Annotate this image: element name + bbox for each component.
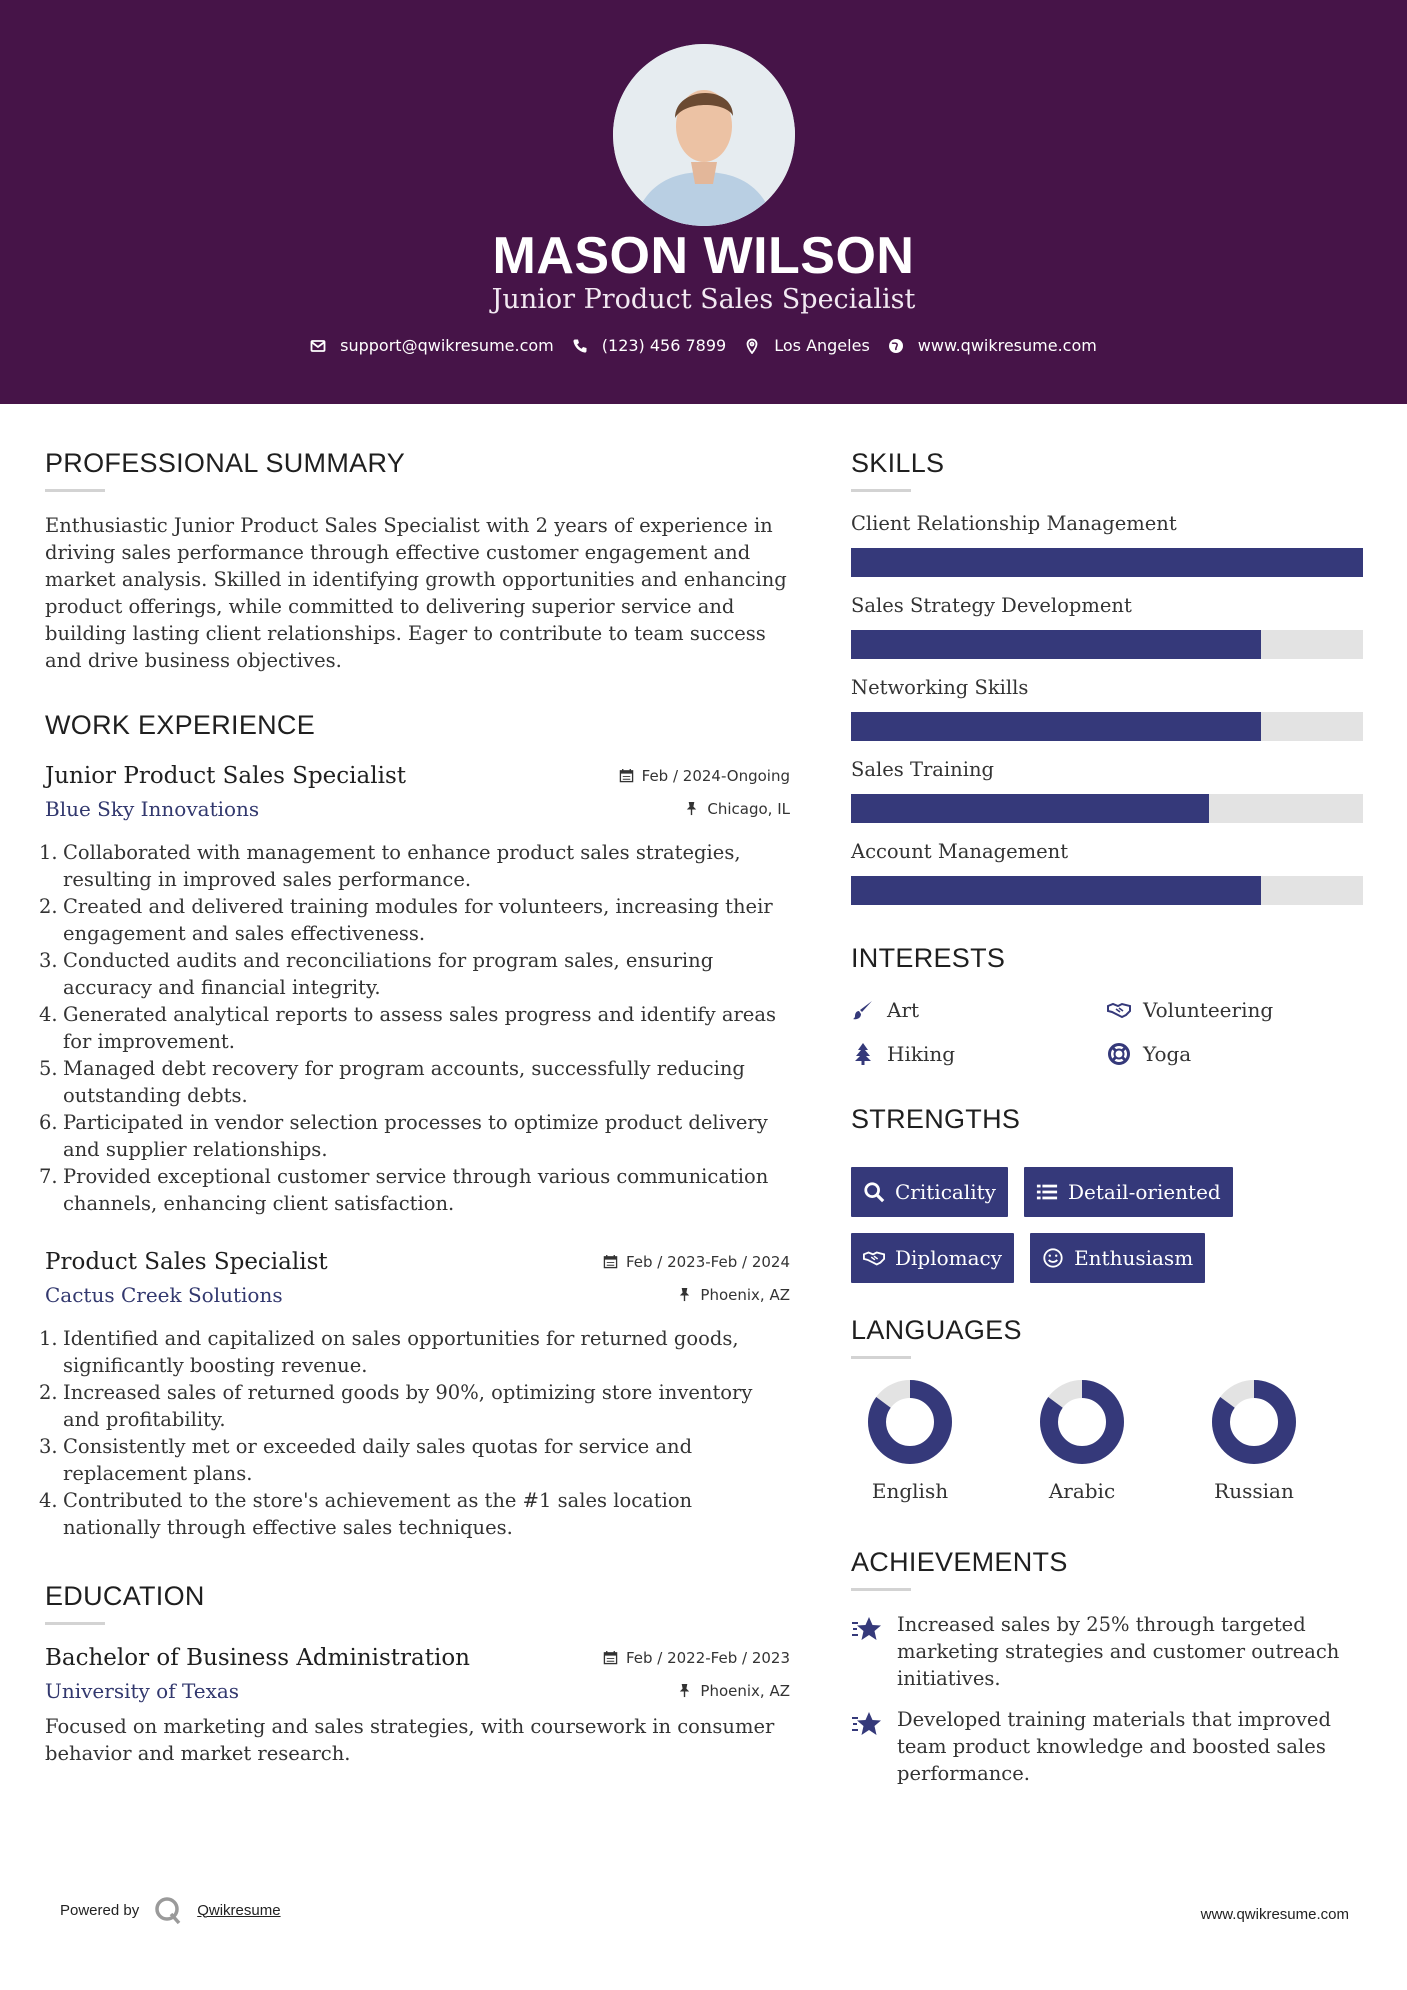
interest-item <box>851 998 1107 1022</box>
list-item: Conducted audits and reconciliations for program sales, ensuring accuracy and financial integrity. <box>63 949 714 999</box>
brand-link[interactable]: Qwikresume <box>197 1901 281 1919</box>
language-donut <box>1039 1379 1125 1465</box>
job-location-text: Phoenix, AZ <box>700 1285 790 1304</box>
company-name: Blue Sky Innovations <box>45 797 260 821</box>
education-location-text: Phoenix, AZ <box>700 1681 790 1700</box>
education-location <box>677 1682 790 1700</box>
skill-label: Account Management <box>851 840 1069 863</box>
contact-phone-text: (123) 456 7899 <box>601 336 727 355</box>
list-item: Managed debt recovery for program accounts, successfully reducing outstanding debts. <box>63 1057 745 1107</box>
summary-text: Enthusiastic Junior Product Sales Specialist with 2 years of experience in driving sales performance through effective customer engagement and market analysis. Skilled in identifying growth opportunities and enhancing product offerings, while committed to delivering superior service and building lasting client relationships. Eager to contribute to team success and drive business objectives. <box>45 514 787 672</box>
contact-phone[interactable] <box>572 336 726 355</box>
job-dates <box>619 767 790 785</box>
achievements-section <box>851 1547 1363 1787</box>
profile-photo <box>613 44 795 226</box>
list-item: Consistently met or exceeded daily sales quotas for service and replacement plans. <box>63 1435 693 1485</box>
skill-bar-fill <box>851 794 1209 823</box>
skill-bar-fill <box>851 876 1261 905</box>
section-divider <box>45 489 105 492</box>
contact-location-text: Los Angeles <box>774 336 870 355</box>
globe-icon <box>888 338 904 354</box>
skill-label: Client Relationship Management <box>851 512 1177 535</box>
skills-list <box>851 512 1363 905</box>
list-icon <box>1036 1181 1058 1203</box>
interest-item <box>1107 998 1363 1022</box>
left-column <box>45 404 790 1767</box>
skill-item <box>851 758 1363 823</box>
skills-title: SKILLS <box>851 448 945 478</box>
strength-label: Detail-oriented <box>1067 1180 1221 1204</box>
interest-item <box>851 1042 1107 1066</box>
interest-label: Volunteering <box>1143 998 1274 1022</box>
education-title: EDUCATION <box>45 1581 205 1611</box>
strength-chip <box>1030 1233 1205 1283</box>
tree-icon <box>851 1042 875 1066</box>
education-section <box>45 1581 790 1767</box>
smile-icon <box>1042 1247 1064 1269</box>
pushpin-icon <box>677 1683 692 1698</box>
contact-website[interactable] <box>888 336 1097 355</box>
skill-item <box>851 594 1363 659</box>
skill-bar-fill <box>851 712 1261 741</box>
section-divider <box>45 1622 105 1625</box>
language-donut <box>1211 1379 1297 1465</box>
list-item: Provided exceptional customer service through various communication channels, enhancing client satisfaction. <box>63 1165 769 1215</box>
duty-list <box>45 1325 790 1541</box>
contact-email[interactable] <box>310 336 554 355</box>
achievements-title: ACHIEVEMENTS <box>851 1547 1068 1577</box>
list-item: Generated analytical reports to assess sales progress and identify areas for improvement. <box>63 1003 776 1053</box>
job-entry <box>45 763 790 1217</box>
section-divider <box>851 1588 911 1591</box>
job-dates-text: Feb / 2024-Ongoing <box>641 766 790 785</box>
strength-chip <box>851 1233 1014 1283</box>
strength-label: Enthusiasm <box>1074 1246 1194 1270</box>
language-label: Arabic <box>1048 1479 1116 1503</box>
qwikresume-logo-icon <box>153 1895 183 1925</box>
contact-bar <box>0 336 1407 355</box>
languages-section <box>851 1315 1363 1503</box>
strength-chip <box>851 1167 1008 1217</box>
search-icon <box>863 1181 885 1203</box>
envelope-icon <box>310 338 326 354</box>
skill-item <box>851 840 1363 905</box>
skill-item <box>851 676 1363 741</box>
map-pin-icon <box>744 338 760 354</box>
section-divider <box>851 1356 911 1359</box>
interest-item <box>1107 1042 1363 1066</box>
list-item: Increased sales of returned goods by 90%, optimizing store inventory and profitability. <box>63 1381 753 1431</box>
skill-label: Sales Strategy Development <box>851 594 1132 617</box>
achievement-item <box>851 1706 1363 1787</box>
calendar-icon <box>603 1254 618 1269</box>
interest-label: Yoga <box>1143 1042 1192 1066</box>
lifebuoy-icon <box>1107 1042 1131 1066</box>
list-item: Created and delivered training modules for volunteers, increasing their engagement and sales effectiveness. <box>63 895 773 945</box>
degree-title: Bachelor of Business Administration <box>45 1645 470 1671</box>
language-label: English <box>871 1479 949 1503</box>
contact-website-text: www.qwikresume.com <box>917 336 1097 355</box>
strength-label: Diplomacy <box>895 1246 1003 1270</box>
experience-title: WORK EXPERIENCE <box>45 710 316 740</box>
phone-icon <box>572 338 588 354</box>
contact-email-text: support@qwikresume.com <box>340 336 554 355</box>
skill-bar <box>851 630 1363 659</box>
list-item: Collaborated with management to enhance product sales strategies, resulting in improved sales performance. <box>63 841 741 891</box>
handshake-icon <box>863 1247 885 1269</box>
list-item: Participated in vendor selection processes to optimize product delivery and supplier relationships. <box>63 1111 768 1161</box>
strength-label: Criticality <box>895 1180 996 1204</box>
job-title: Junior Product Sales Specialist <box>45 763 406 789</box>
interest-label: Art <box>887 998 920 1022</box>
right-column <box>851 404 1363 1801</box>
education-dates <box>603 1649 790 1667</box>
powered-by-text: Powered by <box>60 1901 140 1919</box>
education-dates-text: Feb / 2022-Feb / 2023 <box>625 1648 790 1667</box>
resume-header <box>0 0 1407 404</box>
language-item <box>1211 1379 1297 1503</box>
skill-bar-fill <box>851 548 1363 577</box>
education-text: Focused on marketing and sales strategies, with coursework in consumer behavior and market research. <box>45 1715 775 1765</box>
job-title: Product Sales Specialist <box>45 1249 328 1275</box>
job-location-text: Chicago, IL <box>707 799 790 818</box>
paintbrush-icon <box>851 998 875 1022</box>
candidate-role: Junior Product Sales Specialist <box>491 284 916 315</box>
strengths-section <box>851 1104 1363 1283</box>
skills-section <box>851 448 1363 905</box>
job-dates-text: Feb / 2023-Feb / 2024 <box>625 1252 790 1271</box>
skill-item <box>851 512 1363 577</box>
job-dates <box>603 1253 790 1271</box>
handshake-icon <box>1107 998 1131 1022</box>
list-item: Identified and capitalized on sales opportunities for returned goods, significantly boosting revenue. <box>63 1327 739 1377</box>
summary-title: PROFESSIONAL SUMMARY <box>45 448 406 478</box>
calendar-icon <box>603 1650 618 1665</box>
footer-url[interactable]: www.qwikresume.com <box>1200 1906 1349 1923</box>
skill-label: Networking Skills <box>851 676 1029 699</box>
achievement-text: Developed training materials that improved team product knowledge and boosted sales performance. <box>897 1708 1331 1785</box>
interest-label: Hiking <box>887 1042 956 1066</box>
skill-bar <box>851 712 1363 741</box>
strengths-title: STRENGTHS <box>851 1104 1021 1134</box>
person-portrait-icon <box>613 44 795 226</box>
star-icon <box>851 1613 883 1645</box>
strength-chip <box>1024 1167 1233 1217</box>
skill-bar <box>851 794 1363 823</box>
achievement-text: Increased sales by 25% through targeted marketing strategies and customer outreach initiatives. <box>897 1613 1340 1690</box>
star-icon <box>851 1708 883 1740</box>
experience-section <box>45 710 790 1541</box>
languages-title: LANGUAGES <box>851 1315 1022 1345</box>
list-item: Contributed to the store's achievement as the #1 sales location nationally through effective sales techniques. <box>63 1489 693 1539</box>
candidate-name: MASON WILSON <box>492 227 915 285</box>
achievement-item <box>851 1611 1363 1692</box>
skill-bar <box>851 548 1363 577</box>
interests-title: INTERESTS <box>851 943 1006 973</box>
job-location <box>684 800 790 818</box>
job-entry <box>45 1249 790 1541</box>
language-item <box>1039 1379 1125 1503</box>
pushpin-icon <box>684 801 699 816</box>
language-label: Russian <box>1214 1479 1294 1503</box>
skill-bar <box>851 876 1363 905</box>
language-donut <box>867 1379 953 1465</box>
language-item <box>867 1379 953 1503</box>
skill-label: Sales Training <box>851 758 994 781</box>
calendar-icon <box>619 768 634 783</box>
interests-section <box>851 943 1363 1066</box>
skill-bar-fill <box>851 630 1261 659</box>
job-location <box>677 1286 790 1304</box>
section-divider <box>851 489 911 492</box>
school-name: University of Texas <box>45 1679 240 1703</box>
company-name: Cactus Creek Solutions <box>45 1283 283 1307</box>
summary-section <box>45 448 790 674</box>
footer-powered-by <box>60 1895 281 1925</box>
duty-list <box>45 839 790 1217</box>
pushpin-icon <box>677 1287 692 1302</box>
contact-location <box>744 336 870 355</box>
